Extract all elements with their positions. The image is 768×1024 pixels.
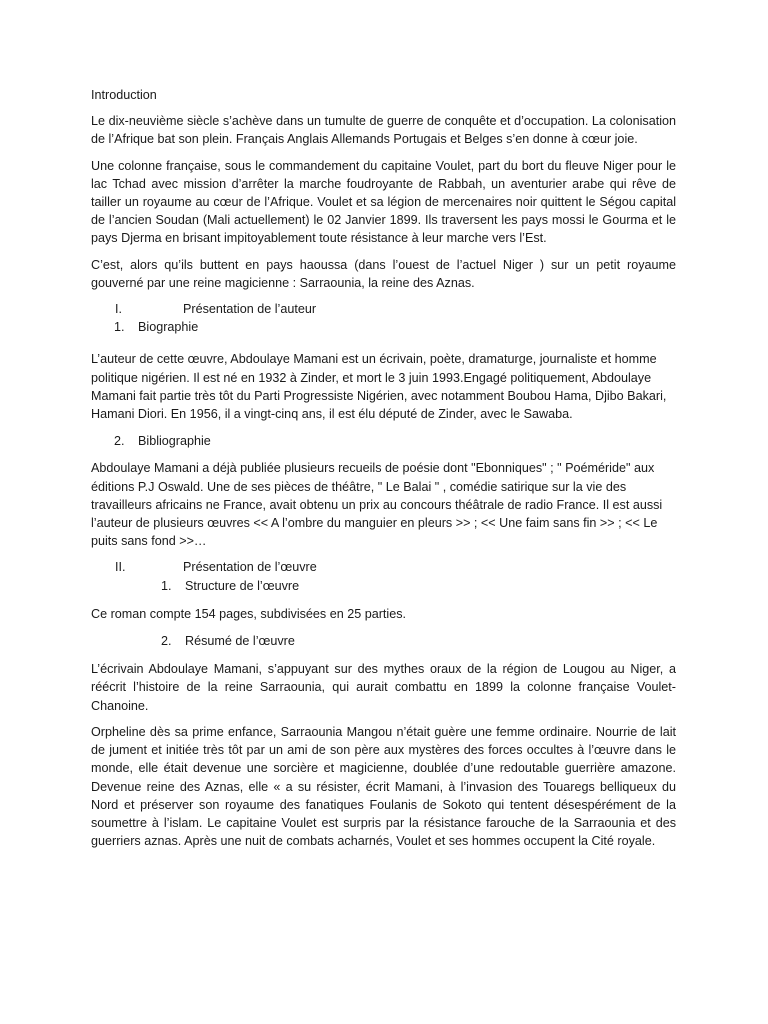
- paragraph-biography: L’auteur de cette œuvre, Abdoulaye Mamani est un écrivain, poète, dramaturge, journaliste et homme politique nigérien. Il est né en 1932 à Zinder, et mort le 3 juin 1993.Engagé politiquement, Abdoulaye Mamani fait partie très tôt du Parti Progressiste Nigérien, avec notamment Boubou Hama, Djibo Bakari, Hamani Diori. En 1956, il a vingt-cinq ans, il est élu député de Zinder, avec le Sawaba.: [91, 352, 667, 422]
- subsection-2-1-number: 1.: [161, 578, 172, 593]
- subsection-2-2-number: 2.: [161, 634, 172, 649]
- subsection-2-1-title: Structure de l’œuvre: [185, 578, 300, 593]
- paragraph-summary-1: L’écrivain Abdoulaye Mamani, s’appuyant sur des mythes oraux de la région de Lougou au Niger, a réécrit l’histoire de la reine Sarraounia, qui aurait combattu en 1899 la colonne française Voulet-Chanoine.: [91, 662, 676, 713]
- paragraph-intro-1: Le dix-neuvième siècle s’achève dans un tumulte de guerre de conquête et d’occupation. La colonisation de l’Afrique bat son plein. Français Anglais Allemands Portugais et Belges s’en donne à cœur joie.: [91, 114, 676, 147]
- intro-heading: Introduction: [91, 88, 157, 102]
- paragraph-structure: Ce roman compte 154 pages, subdivisées en 25 parties.: [91, 606, 407, 621]
- subsection-2-2-title: Résumé de l’œuvre: [185, 634, 295, 649]
- subsection-1-2-title: Bibliographie: [138, 434, 211, 449]
- section-2-title: Présentation de l’œuvre: [183, 560, 317, 575]
- document-body: [91, 86, 676, 850]
- subsection-1-2-heading: [91, 432, 676, 450]
- subsection-2-1-heading: [91, 577, 676, 595]
- section-1-heading: [91, 300, 676, 318]
- paragraph-bibliography: Abdoulaye Mamani a déjà publiée plusieurs recueils de poésie dont "Ebonniques" ; " Poéméride" aux éditions P.J Oswald. Une de ses pièces de théâtre, " Le Balai " , comédie satirique sur la vie des travailleurs africains ne France, avait obtenu un prix au concours théâtrale de radio France. Il est aussi l’auteur de plusieurs œuvres << A l’ombre du manguier en pleurs >> ; << Une faim sans fin >> ; << Le puits sans fond >>…: [91, 461, 663, 549]
- subsection-1-1-number: 1.: [114, 320, 125, 335]
- section-2-number: II.: [115, 560, 126, 575]
- subsection-1-1-title: Biographie: [138, 320, 199, 335]
- paragraph-summary-2: Orpheline dès sa prime enfance, Sarraounia Mangou n’était guère une femme ordinaire. Nourrie de lait de jument et initiée très tôt par un ami de son père aux mystères des forces occultes à l’œuvre dans le monde, elle était devenue une sorcière et magicienne, doublée d’une redoutable guerrière amazone. Devenue reine des Aznas, elle « a su résister, écrit Mamani, à l’invasion des Touaregs belliqueux du Nord et préserver son royaume des fanatiques Foulanis de Sokoto qui tentent désespérément de la soumettre à l’islam. Le capitaine Voulet est surpris par la résistance farouche de la Sarraounia et des guerriers aznas. Après une nuit de combats acharnés, Voulet et ses hommes occupent la Cité royale.: [91, 724, 676, 849]
- paragraph-intro-2: Une colonne française, sous le commandement du capitaine Voulet, part du bort du fleuve Niger pour le lac Tchad avec mission d’arrêter la marche foudroyante de Rabbah, un aventurier arabe qui rêve de tailler un royaume au cœur de l’Afrique. Voulet et sa légion de mercenaires noir quittent le Ségou capital de l’ancien Soudan (Mali actuellement) le 02 Janvier 1899. Ils traversent les pays mossi le Gourma et le pays Djerma en brisant impitoyablement toute résistance à leur marche vers l’Est.: [91, 158, 676, 246]
- paragraph-intro-3: C’est, alors qu’ils buttent en pays haoussa (dans l’ouest de l’actuel Niger ) sur un petit royaume gouverné par une reine magicienne : Sarraounia, la reine des Aznas.: [91, 257, 676, 290]
- subsection-2-2-heading: [91, 632, 676, 650]
- section-1-number: I.: [115, 302, 122, 317]
- subsection-1-2-number: 2.: [114, 434, 125, 449]
- section-2-heading: [91, 558, 676, 576]
- subsection-1-1-heading: [91, 318, 676, 336]
- section-1-title: Présentation de l’auteur: [183, 302, 317, 317]
